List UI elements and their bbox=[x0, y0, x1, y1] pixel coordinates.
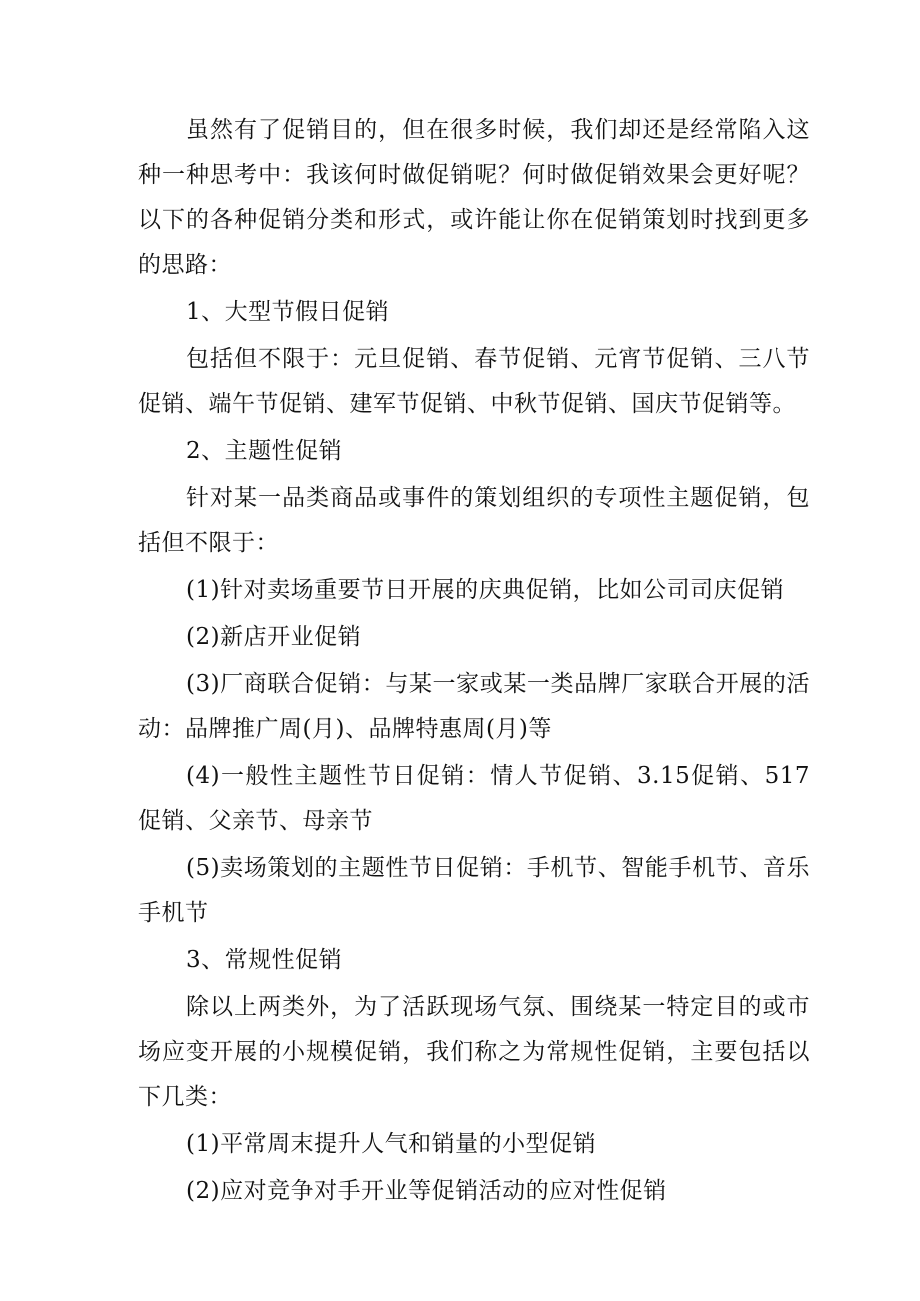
section-heading-theme: 2、主题性促销 bbox=[186, 438, 343, 464]
theme-item-3: (3)厂商联合促销：与某一家或某一类品牌厂家联合开展的活动：品牌推广周(月)、品牌特惠周(月)等 bbox=[138, 671, 810, 742]
regular-item-2: (2)应对竞争对手开业等促销活动的应对性促销 bbox=[186, 1178, 667, 1204]
regular-item-1: (1)平常周末提升人气和销量的小型促销 bbox=[186, 1131, 597, 1157]
holiday-paragraph: 包括但不限于：元旦促销、春节促销、元宵节促销、三八节促销、端午节促销、建军节促销、中秋节促销、国庆节促销等。 bbox=[138, 346, 810, 417]
section-heading-holiday: 1、大型节假日促销 bbox=[186, 299, 390, 325]
intro-paragraph: 虽然有了促销目的，但在很多时候，我们却还是经常陷入这种一种思考中：我该何时做促销呢？何时做促销效果会更好呢？以下的各种促销分类和形式，或许能让你在促销策划时找到更多的思路： bbox=[138, 117, 810, 278]
section-heading-regular: 3、常规性促销 bbox=[186, 947, 343, 973]
theme-item-1: (1)针对卖场重要节日开展的庆典促销，比如公司司庆促销 bbox=[186, 577, 785, 603]
regular-paragraph: 除以上两类外，为了活跃现场气氛、围绕某一特定目的或市场应变开展的小规模促销，我们称之为常规性促销，主要包括以下几类： bbox=[138, 994, 810, 1110]
theme-paragraph: 针对某一品类商品或事件的策划组织的专项性主题促销，包括但不限于： bbox=[138, 485, 810, 556]
theme-item-2: (2)新店开业促销 bbox=[186, 624, 362, 650]
theme-item-5: (5)卖场策划的主题性节日促销：手机节、智能手机节、音乐手机节 bbox=[138, 855, 810, 926]
theme-item-4: (4)一般性主题性节日促销：情人节促销、3.15促销、517促销、父亲节、母亲节 bbox=[138, 763, 810, 834]
